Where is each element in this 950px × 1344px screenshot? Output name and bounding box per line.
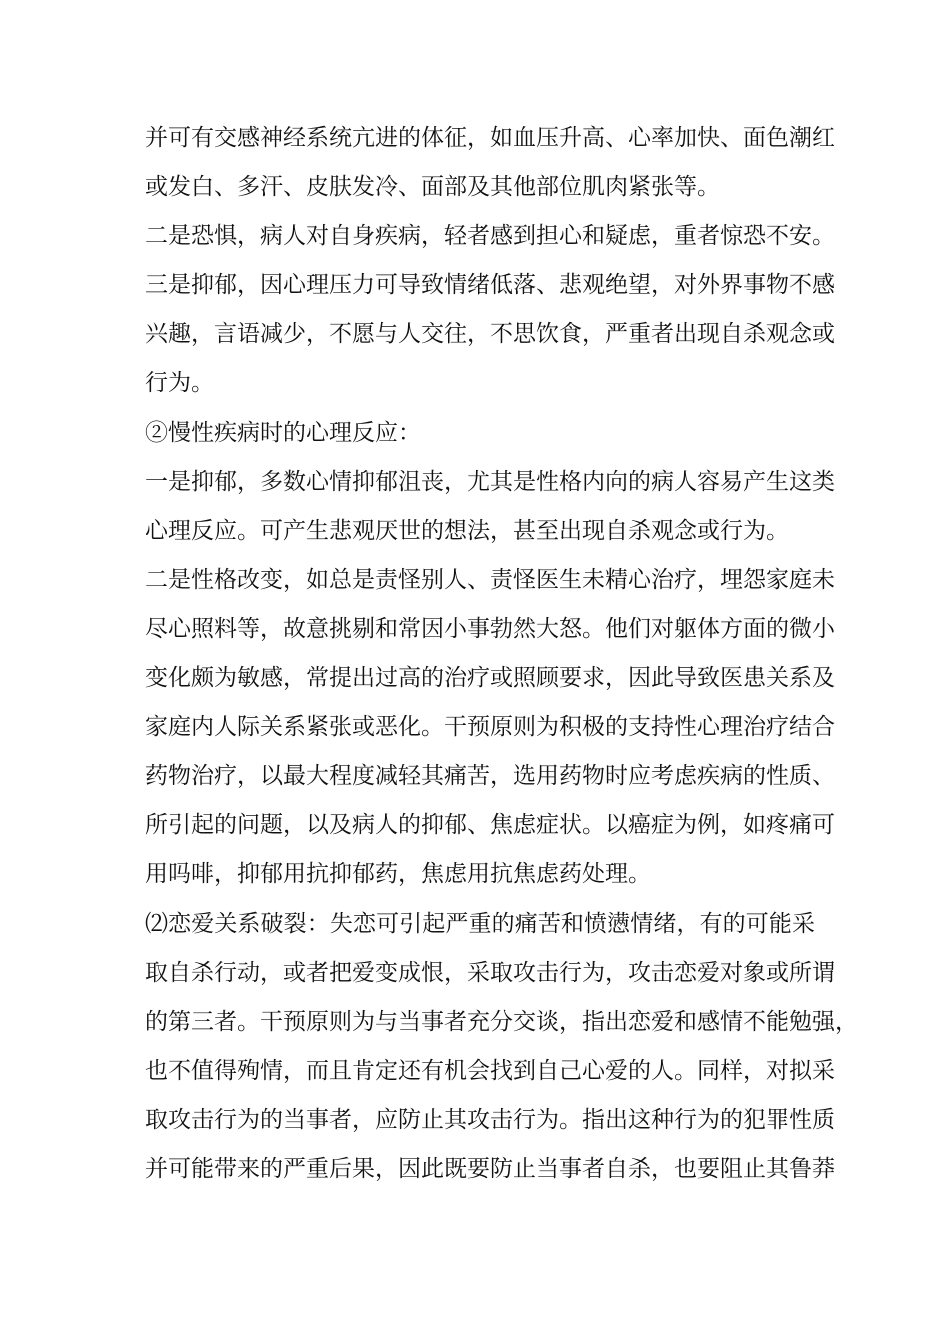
text-line: 尽心照料等，故意挑剔和常因小事勃然大怒。他们对躯体方面的微小 — [145, 615, 835, 642]
text-line: 取攻击行为的当事者，应防止其攻击行为。指出这种行为的犯罪性质 — [145, 1106, 835, 1133]
text-line: 行为。 — [145, 370, 214, 397]
text-line: 心理反应。可产生悲观厌世的想法，甚至出现自杀观念或行为。 — [145, 517, 789, 544]
text-line: 也不值得殉情，而且肯定还有机会找到自己心爱的人。同样，对拟采 — [145, 1057, 835, 1084]
text-line: 并可能带来的严重后果，因此既要防止当事者自杀，也要阻止其鲁莽 — [145, 1155, 835, 1182]
text-line: 或发白、多汗、皮肤发冷、面部及其他部位肌肉紧张等。 — [145, 174, 720, 201]
text-line: 家庭内人际关系紧张或恶化。干预原则为积极的支持性心理治疗结合 — [145, 714, 835, 741]
text-line: 所引起的问题，以及病人的抑郁、焦虑症状。以癌症为例，如疼痛可 — [145, 812, 835, 839]
text-line: 二是性格改变，如总是责怪别人、责怪医生未精心治疗，埋怨家庭未 — [145, 566, 835, 593]
text-line: 取自杀行动，或者把爱变成恨，采取攻击行为，攻击恋爱对象或所谓 — [145, 959, 835, 986]
text-line: 用吗啡，抑郁用抗抑郁药，焦虑用抗焦虑药处理。 — [145, 861, 651, 888]
text-line: ②慢性疾病时的心理反应： — [145, 419, 421, 446]
document-body — [145, 114, 858, 1194]
text-line: 二是恐惧，病人对自身疾病，轻者感到担心和疑虑，重者惊恐不安。 — [145, 223, 835, 250]
text-line: 三是抑郁，因心理压力可导致情绪低落、悲观绝望，对外界事物不感 — [145, 272, 835, 299]
text-line: 一是抑郁，多数心情抑郁沮丧，尤其是性格内向的病人容易产生这类 — [145, 468, 835, 495]
text-line: 药物治疗，以最大程度减轻其痛苦，选用药物时应考虑疾病的性质、 — [145, 763, 835, 790]
text-line: ⑵恋爱关系破裂：失恋可引起严重的痛苦和愤懑情绪，有的可能采 — [145, 910, 815, 937]
text-line: 的第三者。干预原则为与当事者充分交谈，指出恋爱和感情不能勉强， — [145, 1008, 858, 1035]
text-line: 并可有交感神经系统亢进的体征，如血压升高、心率加快、面色潮红 — [145, 125, 835, 151]
text-line: 变化颇为敏感，常提出过高的治疗或照顾要求，因此导致医患关系及 — [145, 665, 835, 692]
text-line: 兴趣，言语减少，不愿与人交往，不思饮食，严重者出现自杀观念或 — [145, 321, 835, 348]
